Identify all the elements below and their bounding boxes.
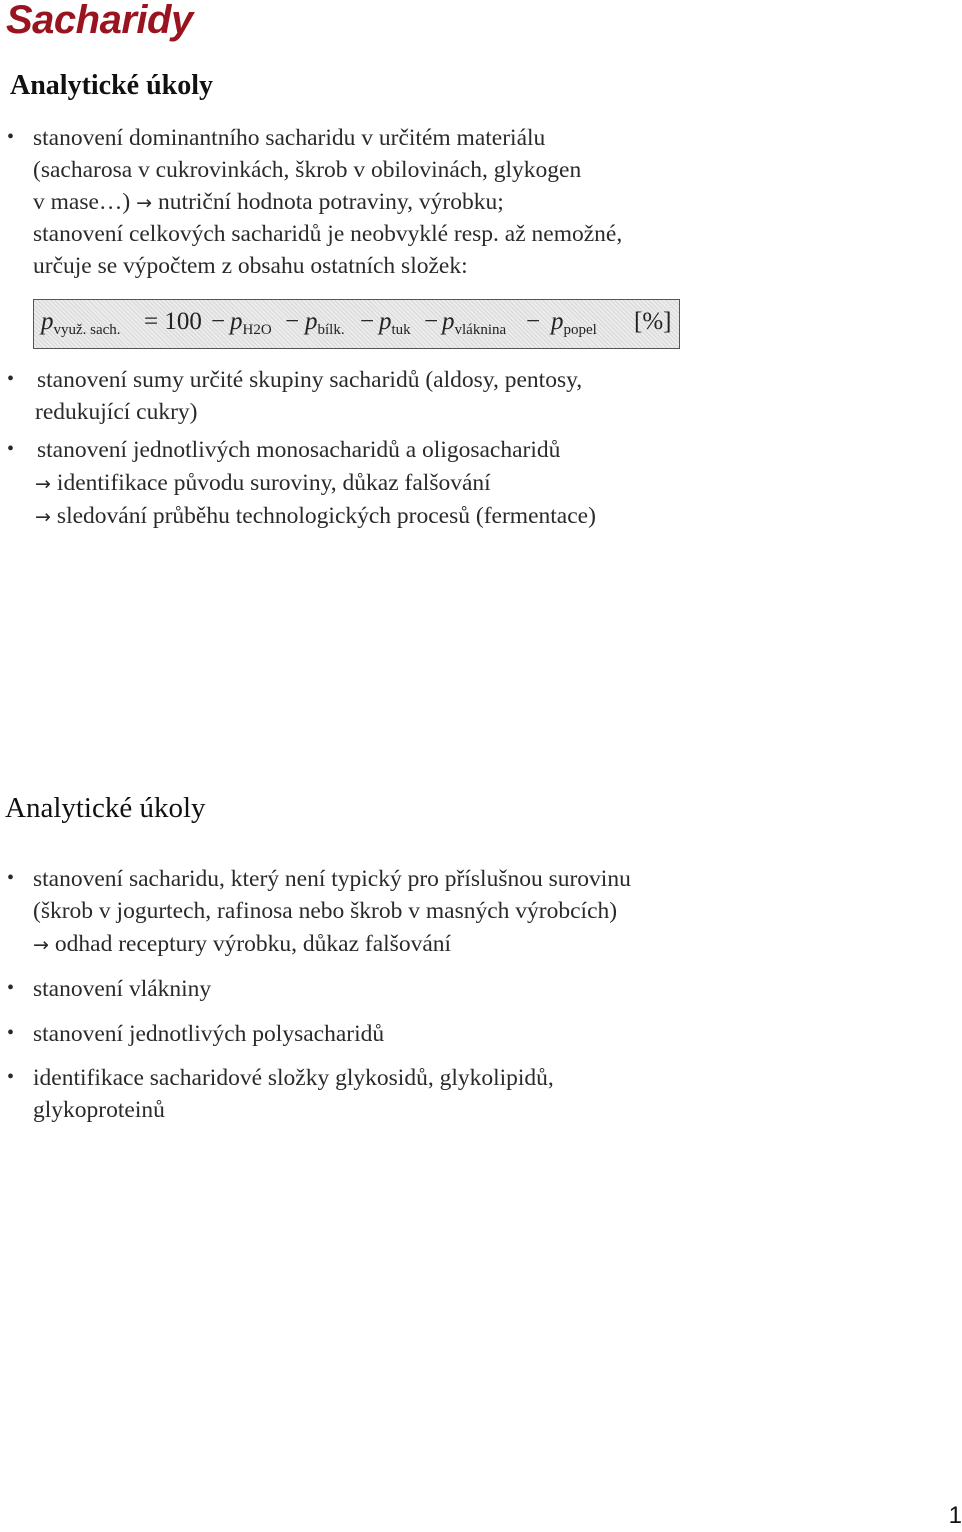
formula-box xyxy=(33,299,680,349)
list-item-text-part: odhad receptury výrobku, důkaz falšování xyxy=(54,931,452,957)
arrow-icon: → xyxy=(33,934,49,956)
formula-minus: − xyxy=(360,308,375,335)
formula-term: $p_{vláknina}$ xyxy=(442,308,507,338)
list-item-text: (škrob v jogurtech, rafinosa nebo škrob v masných výrobcích) xyxy=(33,898,618,924)
list-item-text xyxy=(35,467,491,501)
list-item-text-part: v mase…) xyxy=(33,189,131,215)
bullet: • xyxy=(7,126,15,148)
document-title: Sacharidy xyxy=(6,0,193,42)
formula-minus: − xyxy=(424,308,439,335)
list-item-text xyxy=(33,186,504,220)
formula-minus: − xyxy=(285,308,300,335)
list-item-text: stanovení celkových sacharidů je neobvyklé resp. až nemožné, xyxy=(33,221,623,247)
list-item-text: stanovení jednotlivých polysacharidů xyxy=(33,1021,385,1047)
arrow-icon: → xyxy=(136,192,153,214)
list-item-text: redukující cukry) xyxy=(35,399,198,425)
list-item-text: glykoproteinů xyxy=(33,1097,165,1123)
formula-term: $p_{tuk}$ xyxy=(379,308,411,338)
formula-term: $p_{popel}$ xyxy=(551,308,597,338)
list-item-text: určuje se výpočtem z obsahu ostatních složek: xyxy=(33,253,468,279)
section-heading: Analytické úkoly xyxy=(5,792,206,824)
list-item-text: stanovení vlákniny xyxy=(33,976,212,1002)
page-number: 1 xyxy=(948,1502,962,1529)
bullet: • xyxy=(7,867,15,889)
bullet: • xyxy=(7,1022,15,1044)
formula-term: $p_{bílk.}$ xyxy=(305,308,345,338)
list-item-text xyxy=(35,500,596,534)
list-item-text: stanovení dominantního sacharidu v určitém materiálu xyxy=(33,125,546,151)
bullet: • xyxy=(7,438,15,460)
list-item-text-part: sledování průběhu technologických procesů (fermentace) xyxy=(56,503,596,529)
arrow-icon: → xyxy=(35,473,51,495)
list-item-text: (sacharosa v cukrovinkách, škrob v obilovinách, glykogen xyxy=(33,157,582,183)
list-item-text: stanovení jednotlivých monosacharidů a oligosacharidů xyxy=(37,437,561,463)
list-item-text-part: identifikace původu suroviny, důkaz falšování xyxy=(56,470,491,496)
formula-minus: − xyxy=(211,308,226,335)
list-item-text xyxy=(33,928,451,962)
section-heading: Analytické úkoly xyxy=(10,70,214,101)
formula-term: $p_{využ. sach.}$ xyxy=(41,308,121,338)
formula-term: $p_{H2O}$ xyxy=(230,308,272,338)
list-item-text-part: nutriční hodnota potraviny, výrobku; xyxy=(158,189,504,215)
arrow-icon: → xyxy=(35,506,51,528)
bullet: • xyxy=(7,368,15,390)
formula-unit: [%] xyxy=(634,308,672,335)
list-item-text: stanovení sumy určité skupiny sacharidů (aldosy, pentosy, xyxy=(37,367,583,393)
formula-minus: − xyxy=(526,308,541,335)
formula-equals: = 100 xyxy=(144,308,202,335)
bullet: • xyxy=(7,1066,15,1088)
bullet: • xyxy=(7,977,15,999)
list-item-text: identifikace sacharidové složky glykosidů, glykolipidů, xyxy=(33,1065,554,1091)
list-item-text: stanovení sacharidu, který není typický pro příslušnou surovinu xyxy=(33,866,631,892)
